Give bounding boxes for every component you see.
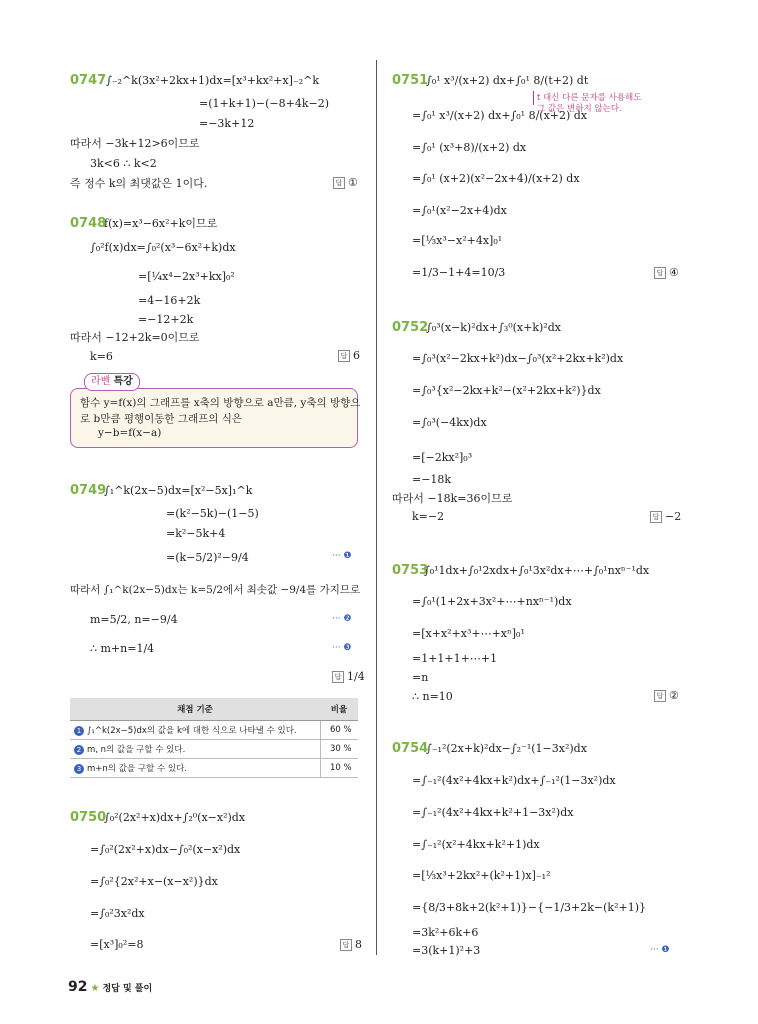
solution-line: =∫₀³(−4kx)dx: [412, 416, 487, 429]
solution-line: =1+1+1+⋯+1: [412, 652, 498, 665]
grading-row: [70, 740, 358, 759]
solution-line: =(k−5/2)²−9/4: [166, 551, 249, 564]
answer-icon: 답: [650, 511, 662, 523]
answer-icon: 답: [333, 177, 345, 189]
solution-line: ∫₀¹ x³/(x+2) dx+∫₀¹ 8/(t+2) dt: [426, 74, 589, 87]
solution-line: =∫₀²3x²dx: [90, 907, 145, 920]
step-marker: ··· ❶: [650, 945, 670, 955]
grading-table: [70, 698, 358, 778]
solution-line: =−18k: [412, 473, 452, 486]
answer: [333, 176, 358, 190]
answer-icon: 답: [654, 690, 666, 702]
solution-line: m=5/2, n=−9/4: [90, 613, 178, 626]
solution-line: =∫₀¹ x³/(x+2) dx+∫₀¹ 8/(x+2) dx: [412, 109, 588, 122]
column-divider: [376, 60, 377, 955]
solution-line: =k²−5k+4: [166, 527, 226, 540]
solution-line: =−12+2k: [138, 313, 194, 326]
solution-line: =−3k+12: [199, 117, 255, 130]
answer: [654, 689, 679, 703]
solution-line: =3k²+6k+6: [412, 926, 479, 939]
answer: [654, 266, 679, 280]
solution-line: =∫₀³{x²−2kx+k²−(x²+2kx+k²)}dx: [412, 384, 601, 397]
solution-line: k=6: [90, 350, 113, 363]
grading-criterion-text: ∫₁^k(2x−5)dx의 값을 k에 대한 식으로 나타낼 수 있다.: [87, 726, 297, 736]
solution-line: ∫₀²f(x)dx=∫₀²(x³−6x²+k)dx: [90, 241, 236, 254]
solution-line: =∫₀¹(1+2x+3x²+⋯+nxⁿ⁻¹)dx: [412, 595, 572, 608]
step-number-icon: 1: [74, 726, 84, 736]
solution-line: 따라서 ∫₁^k(2x−5)dx는 k=5/2에서 최솟값 −9/4를 가지므로: [70, 584, 361, 596]
answer-icon: 답: [340, 939, 352, 951]
step-marker: ··· ❸: [332, 643, 352, 653]
problem-number: 0754: [392, 741, 429, 756]
solution-line: =(k²−5k)−(1−5): [166, 507, 259, 520]
answer-value: ②: [669, 689, 679, 702]
grading-criterion-text: m+n의 값을 구할 수 있다.: [87, 764, 187, 774]
solution-line: k=−2: [412, 510, 445, 523]
solution-line: ∫₋₁²(2x+k)²dx−∫₂⁻¹(1−3x²)dx: [426, 742, 587, 755]
problem-number: 0752: [392, 320, 429, 335]
grading-header: 채점 기준: [70, 698, 320, 721]
solution-line: =4−16+2k: [138, 294, 201, 307]
solution-line: =∫₋₁²(4x²+4kx+k²+1−3x²)dx: [412, 806, 574, 819]
grading-row: [70, 759, 358, 778]
page-number: 92: [68, 979, 88, 995]
grading-criterion: [70, 759, 320, 778]
grading-criterion-text: m, n의 값을 구할 수 있다.: [87, 745, 186, 755]
step-number-icon: 2: [74, 745, 84, 755]
solution-line: =1/3−1+4=10/3: [412, 266, 506, 279]
solution-line: =(1+k+1)−(−8+4k−2): [199, 97, 330, 110]
solution-line: 즉 정수 k의 최댓값은 1이다.: [70, 177, 208, 190]
solution-line: =∫₀¹ (x³+8)/(x+2) dx: [412, 141, 527, 154]
solution-line: =∫₀³(x²−2kx+k²)dx−∫₀³(x²+2kx+k²)dx: [412, 352, 624, 365]
step-marker: ··· ❷: [332, 614, 352, 624]
tip-line: y−b=f(x−a): [98, 427, 162, 439]
page-footer: [68, 976, 152, 995]
answer-value: −2: [665, 510, 682, 523]
solution-line: ∫₀²(2x²+x)dx+∫₂⁰(x−x²)dx: [104, 811, 246, 824]
answer-icon: 답: [654, 267, 666, 279]
answer-icon: 답: [338, 350, 350, 362]
solution-line: =∫₋₁²(4x²+4kx+k²)dx+∫₋₁²(1−3x²)dx: [412, 774, 616, 787]
tip-line: 함수 y=f(x)의 그래프를 x축의 방향으로 a만큼, y축의 방향으: [80, 397, 361, 409]
grading-percent: 60 %: [320, 721, 358, 740]
solution-line: =∫₀¹ (x+2)(x²−2x+4)/(x+2) dx: [412, 172, 580, 185]
answer-value: ④: [669, 266, 679, 279]
solution-line: f(x)=x³−6x²+k이므로: [104, 217, 218, 230]
grading-row: [70, 721, 358, 740]
solution-line: 따라서 −3k+12>6이므로: [70, 137, 200, 150]
answer-value: 8: [355, 938, 362, 951]
grading-criterion: [70, 721, 320, 740]
note-pointer: [533, 91, 534, 105]
tip-tag-label: 특강: [113, 376, 133, 387]
step-marker: ··· ❶: [332, 551, 352, 561]
solution-line: =∫₋₁²(x²+4kx+k²+1)dx: [412, 838, 540, 851]
answer: [340, 938, 362, 952]
solution-line: =n: [412, 671, 429, 684]
answer-icon: 답: [332, 671, 344, 683]
step-number-icon: 3: [74, 764, 84, 774]
answer-value: 1/4: [347, 670, 365, 683]
tip-line: 로 b만큼 평행이동한 그래프의 식은: [80, 413, 243, 425]
solution-line: =∫₀²{2x²+x−(x−x²)}dx: [90, 875, 218, 888]
footer-label: 정답 및 풀이: [102, 984, 153, 994]
solution-line: =[¼x⁴−2x³+kx]₀²: [138, 270, 235, 283]
problem-number: 0747: [70, 73, 107, 88]
solution-line: ∫₀¹1dx+∫₀¹2xdx+∫₀¹3x²dx+⋯+∫₀¹nxⁿ⁻¹dx: [424, 564, 650, 577]
solution-line: ∫₀³(x−k)²dx+∫₃⁰(x+k)²dx: [426, 321, 561, 334]
answer: [650, 510, 681, 524]
problem-number: 0753: [392, 563, 429, 578]
solution-line: =[⅓x³+2kx²+(k²+1)x]₋₁²: [412, 869, 551, 882]
problem-number: 0750: [70, 810, 107, 825]
problem-number: 0751: [392, 73, 429, 88]
answer-value: ①: [348, 176, 358, 189]
solution-line: ∴ n=10: [412, 690, 453, 703]
solution-line: ∫₁^k(2x−5)dx=[x²−5x]₁^k: [104, 484, 253, 497]
solution-line: ={8/3+8k+2(k²+1)}−{−1/3+2k−(k²+1)}: [412, 901, 646, 914]
solution-line: 3k<6 ∴ k<2: [90, 157, 157, 170]
problem-number: 0749: [70, 483, 107, 498]
solution-line: =[−2kx²]₀³: [412, 451, 473, 464]
grading-percent: 10 %: [320, 759, 358, 778]
side-note-line: 그 값은 변하지 않는다.: [537, 104, 622, 114]
tip-tag-brand: 라벤: [91, 376, 111, 387]
grading-header: 비율: [320, 698, 358, 721]
solution-line: 따라서 −18k=36이므로: [392, 492, 513, 505]
answer: [338, 349, 360, 363]
solution-line: 따라서 −12+2k=0이므로: [70, 331, 200, 344]
solution-line: =∫₀²(2x²+x)dx−∫₀²(x−x²)dx: [90, 843, 241, 856]
solution-line: =∫₀¹(x²−2x+4)dx: [412, 204, 507, 217]
solution-line: =3(k+1)²+3: [412, 944, 481, 957]
solution-line: =[x+x²+x³+⋯+xⁿ]₀¹: [412, 627, 525, 640]
answer-value: 6: [353, 349, 360, 362]
grading-header-row: [70, 698, 358, 721]
solution-line: =[⅓x³−x²+4x]₀¹: [412, 234, 503, 247]
solution-line: ∫₋₂^k(3x²+2kx+1)dx=[x³+kx²+x]₋₂^k: [106, 74, 319, 87]
star-icon: ★: [90, 983, 100, 994]
grading-percent: 30 %: [320, 740, 358, 759]
grading-criterion: [70, 740, 320, 759]
side-note-line: t 대신 다른 문자를 사용해도: [537, 93, 642, 103]
problem-number: 0748: [70, 216, 107, 231]
tip-tag: [84, 373, 140, 391]
solution-line: ∴ m+n=1/4: [90, 642, 155, 655]
answer: [332, 670, 365, 684]
solution-line: =[x³]₀²=8: [90, 938, 144, 951]
